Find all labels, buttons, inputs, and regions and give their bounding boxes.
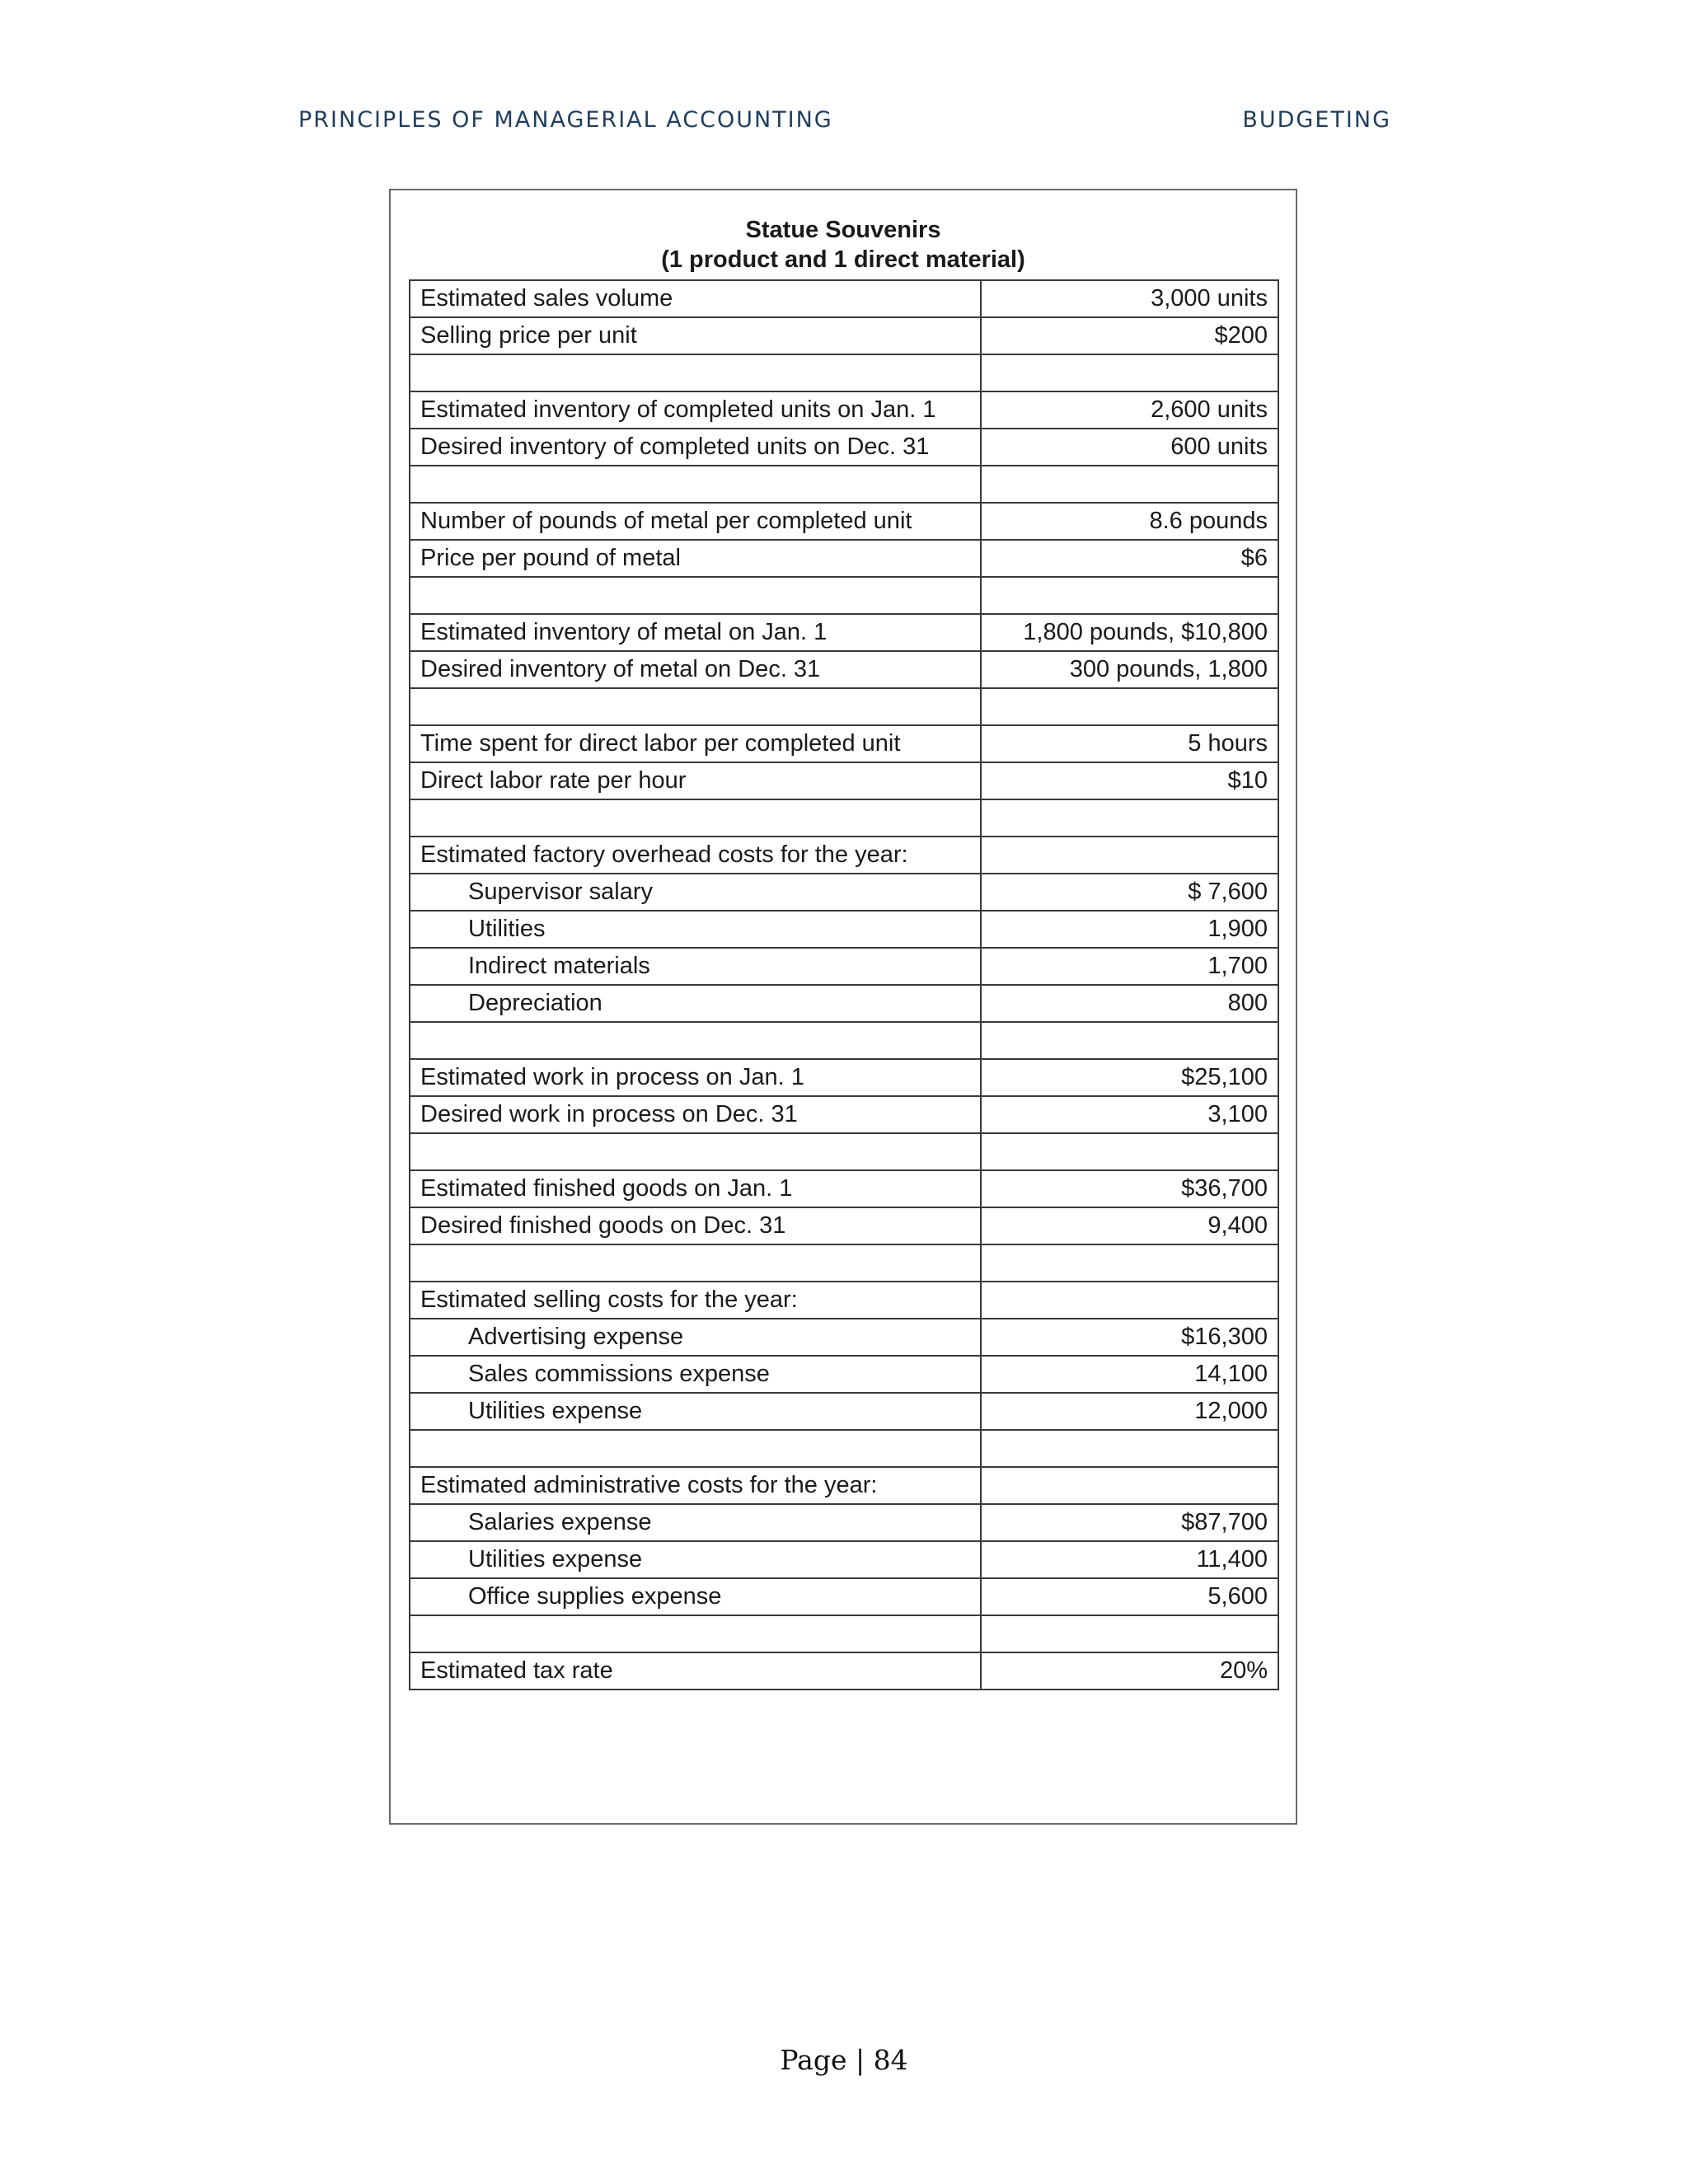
table-row: [410, 1504, 1278, 1541]
table-row: [410, 280, 1278, 317]
spacer-row: [410, 1615, 1278, 1652]
table-row: [410, 1356, 1278, 1393]
row-value: [981, 1430, 1278, 1467]
page-number: Page | 84: [780, 2044, 908, 2076]
row-value: $25,100: [981, 1059, 1278, 1096]
row-label: Desired inventory of metal on Dec. 31: [410, 651, 981, 688]
row-label: Desired inventory of completed units on Dec. 31: [410, 429, 981, 466]
table-row: [410, 1319, 1278, 1356]
table-row: [410, 503, 1278, 540]
row-label: Estimated factory overhead costs for the year:: [410, 837, 981, 874]
row-value: [981, 1133, 1278, 1170]
running-header: [298, 107, 1391, 137]
row-value: 1,700: [981, 948, 1278, 985]
book-title: PRINCIPLES OF MANAGERIAL ACCOUNTING: [298, 107, 833, 133]
row-label: Estimated inventory of completed units on Jan. 1: [410, 391, 981, 429]
table-row: [410, 725, 1278, 762]
row-value: [981, 577, 1278, 614]
row-value: 20%: [981, 1652, 1278, 1690]
row-value: 9,400: [981, 1207, 1278, 1244]
row-label: Estimated finished goods on Jan. 1: [410, 1170, 981, 1207]
row-value: $6: [981, 540, 1278, 577]
row-label: [410, 799, 981, 837]
row-value: [981, 1282, 1278, 1319]
row-value: 12,000: [981, 1393, 1278, 1430]
table-row: [410, 1578, 1278, 1615]
row-value: 3,000 units: [981, 280, 1278, 317]
row-value: [981, 466, 1278, 503]
spacer-row: [410, 1133, 1278, 1170]
row-label: Utilities expense: [410, 1393, 981, 1430]
row-value: 300 pounds, 1,800: [981, 651, 1278, 688]
table-row: [410, 1207, 1278, 1244]
row-label: Advertising expense: [410, 1319, 981, 1356]
row-label: [410, 1022, 981, 1059]
row-value: $ 7,600: [981, 874, 1278, 911]
row-label: Utilities expense: [410, 1541, 981, 1578]
row-label: Time spent for direct labor per completed unit: [410, 725, 981, 762]
row-label: Desired finished goods on Dec. 31: [410, 1207, 981, 1244]
row-value: 14,100: [981, 1356, 1278, 1393]
table-row: [410, 651, 1278, 688]
row-value: 1,800 pounds, $10,800: [981, 614, 1278, 651]
table-row: [410, 1541, 1278, 1578]
row-label: [410, 466, 981, 503]
row-value: 5,600: [981, 1578, 1278, 1615]
row-value: [981, 1615, 1278, 1652]
row-value: 5 hours: [981, 725, 1278, 762]
spacer-row: [410, 688, 1278, 725]
row-label: Utilities: [410, 911, 981, 948]
table-row: [410, 1096, 1278, 1133]
row-value: [981, 1022, 1278, 1059]
row-label: Desired work in process on Dec. 31: [410, 1096, 981, 1133]
row-label: [410, 688, 981, 725]
table-row: [410, 948, 1278, 985]
statue-souvenirs-exhibit: [389, 189, 1297, 1825]
row-label: Estimated inventory of metal on Jan. 1: [410, 614, 981, 651]
row-label: Sales commissions expense: [410, 1356, 981, 1393]
row-label: Selling price per unit: [410, 317, 981, 354]
spacer-row: [410, 1244, 1278, 1282]
row-value: $10: [981, 762, 1278, 799]
row-label: Depreciation: [410, 985, 981, 1022]
spacer-row: [410, 577, 1278, 614]
table-row: [410, 985, 1278, 1022]
spacer-row: [410, 799, 1278, 837]
row-label: Price per pound of metal: [410, 540, 981, 577]
table-row: [410, 317, 1278, 354]
budget-data-table: [409, 279, 1279, 1690]
table-row: [410, 540, 1278, 577]
row-value: $36,700: [981, 1170, 1278, 1207]
row-value: [981, 837, 1278, 874]
row-value: 1,900: [981, 911, 1278, 948]
row-label: [410, 1615, 981, 1652]
row-label: Estimated work in process on Jan. 1: [410, 1059, 981, 1096]
budget-table-body: [410, 280, 1278, 1690]
row-label: [410, 1244, 981, 1282]
row-label: [410, 354, 981, 391]
table-row: [410, 1170, 1278, 1207]
table-row: [410, 1467, 1278, 1504]
company-name: Statue Souvenirs: [745, 217, 941, 243]
spacer-row: [410, 1022, 1278, 1059]
row-value: [981, 1244, 1278, 1282]
table-row: [410, 911, 1278, 948]
table-row: [410, 837, 1278, 874]
row-label: Office supplies expense: [410, 1578, 981, 1615]
table-title: [391, 215, 1296, 274]
row-label: Estimated sales volume: [410, 280, 981, 317]
row-label: [410, 1133, 981, 1170]
table-row: [410, 874, 1278, 911]
table-row: [410, 391, 1278, 429]
table-subtitle: (1 product and 1 direct material): [661, 246, 1025, 273]
spacer-row: [410, 1430, 1278, 1467]
row-value: 600 units: [981, 429, 1278, 466]
row-value: 3,100: [981, 1096, 1278, 1133]
row-label: Estimated administrative costs for the year:: [410, 1467, 981, 1504]
row-label: Number of pounds of metal per completed unit: [410, 503, 981, 540]
row-value: [981, 354, 1278, 391]
row-label: [410, 1430, 981, 1467]
spacer-row: [410, 354, 1278, 391]
table-row: [410, 1282, 1278, 1319]
row-value: [981, 688, 1278, 725]
row-value: $16,300: [981, 1319, 1278, 1356]
row-value: 800: [981, 985, 1278, 1022]
row-value: $87,700: [981, 1504, 1278, 1541]
row-label: Estimated tax rate: [410, 1652, 981, 1690]
row-value: $200: [981, 317, 1278, 354]
table-row: [410, 429, 1278, 466]
table-row: [410, 1393, 1278, 1430]
spacer-row: [410, 466, 1278, 503]
row-label: [410, 577, 981, 614]
table-row: [410, 614, 1278, 651]
row-label: Indirect materials: [410, 948, 981, 985]
table-row: [410, 762, 1278, 799]
row-value: [981, 1467, 1278, 1504]
table-row: [410, 1652, 1278, 1690]
row-label: Estimated selling costs for the year:: [410, 1282, 981, 1319]
row-value: [981, 799, 1278, 837]
row-label: Salaries expense: [410, 1504, 981, 1541]
chapter-title: BUDGETING: [1242, 107, 1391, 133]
row-value: 8.6 pounds: [981, 503, 1278, 540]
row-value: 11,400: [981, 1541, 1278, 1578]
table-row: [410, 1059, 1278, 1096]
row-label: Supervisor salary: [410, 874, 981, 911]
row-label: Direct labor rate per hour: [410, 762, 981, 799]
row-value: 2,600 units: [981, 391, 1278, 429]
